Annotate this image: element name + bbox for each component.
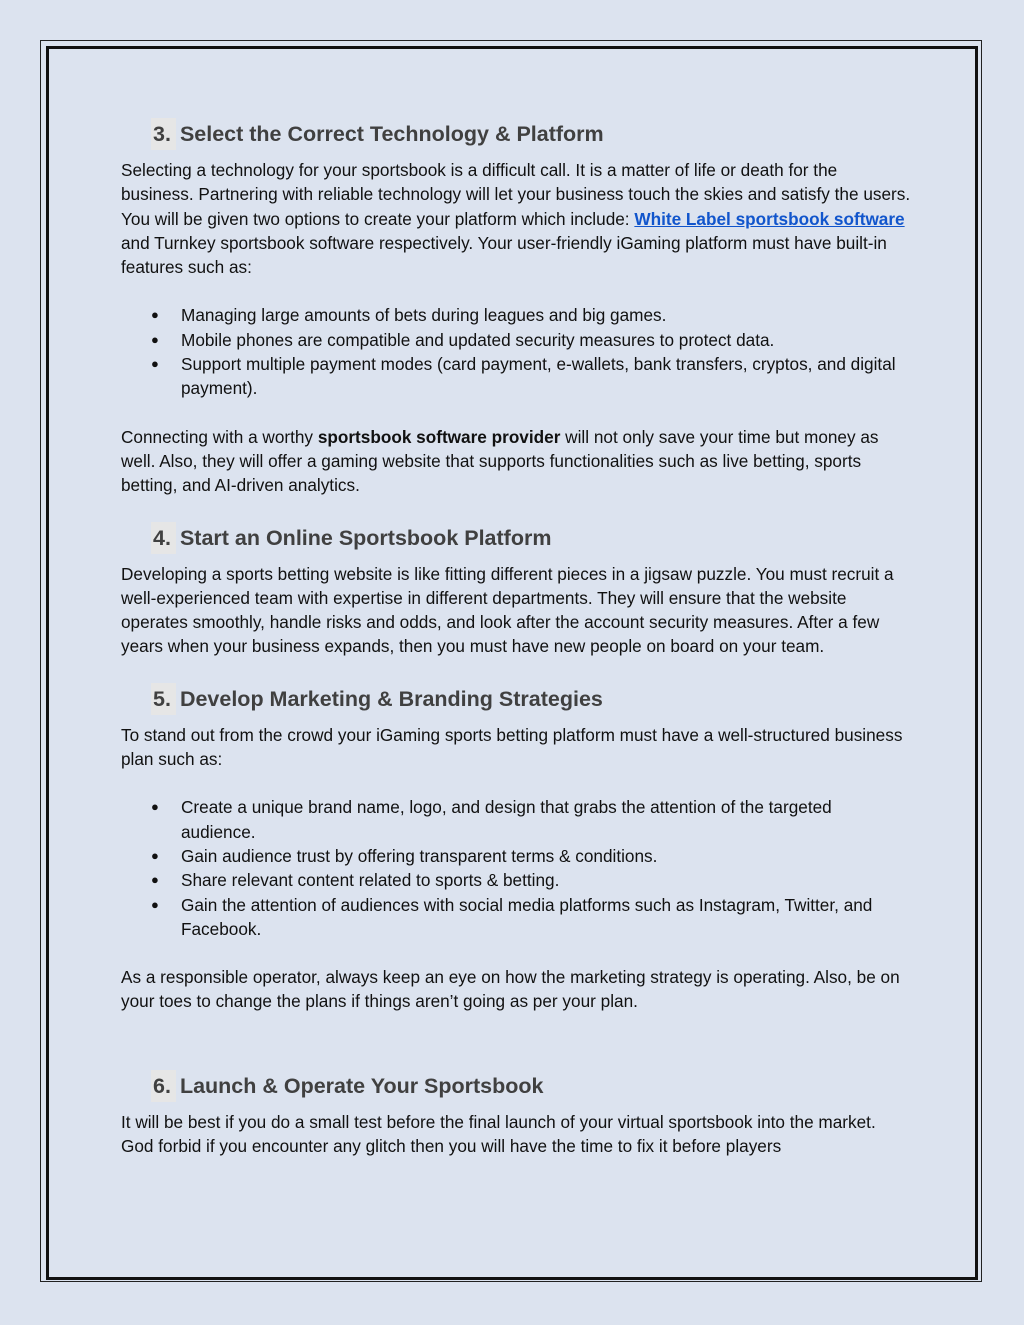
list-item: ● Mobile phones are compatible and updated security measures to protect data. — [121, 328, 911, 352]
section-3-title: Select the Correct Technology & Platform — [179, 122, 604, 146]
section-4-title: Start an Online Sportsbook Platform — [179, 525, 552, 550]
section-5-title: Develop Marketing & Branding Strategies — [179, 686, 603, 711]
section-3-number: 3. — [151, 118, 176, 150]
list-item: ● Gain the attention of audiences with social media platforms such as Instagram, Twitter, and Facebook. — [121, 893, 911, 942]
section-3-p1-text-after: and Turnkey sportsbook software respectively. Your user-friendly iGaming platform must have built-in features such as: — [121, 232, 887, 278]
section-3-heading — [151, 118, 911, 150]
list-item: ● Share relevant content related to sports & betting. — [121, 868, 911, 892]
section-6-title: Launch & Operate Your Sportsbook — [179, 1073, 544, 1098]
section-3-paragraph-1 — [121, 158, 911, 279]
provider-bold-text: sportsbook software provider — [317, 426, 561, 447]
white-label-link[interactable]: White Label sportsbook software — [634, 208, 905, 229]
section-3-paragraph-2 — [121, 425, 911, 498]
section-5-strategy-list — [121, 795, 911, 941]
list-item: ● Support multiple payment modes (card payment, e-wallets, bank transfers, cryptos, and digital payment). — [121, 352, 911, 401]
section-3-p1-text: Selecting a technology for your sportsbook is a difficult call. It is a matter of life or death for the business. Partnering with reliable technology will let your business touch the skies and satisfy the users. You will be given two options to create your platform which include: — [121, 160, 911, 229]
list-item: ● Managing large amounts of bets during leagues and big games. — [121, 303, 911, 327]
section-6-paragraph: It will be best if you do a small test before the final launch of your virtual sportsbook into the market. God forbid if you encounter any glitch then you will have the time to fix it before players — [121, 1111, 876, 1157]
section-6-number: 6. — [151, 1070, 176, 1102]
section-3-feature-list — [121, 303, 911, 400]
list-item: ● Gain audience trust by offering transparent terms & conditions. — [121, 844, 911, 868]
section-5-paragraph-1: To stand out from the crowd your iGaming sports betting platform must have a well-structured business plan such as: — [121, 724, 903, 770]
section-6-heading — [151, 1070, 911, 1102]
section-5-number: 5. — [151, 683, 176, 715]
section-3-p2-text: Connecting with a worthy — [121, 426, 318, 447]
list-item: ● Create a unique brand name, logo, and design that grabs the attention of the targeted audience. — [121, 795, 911, 844]
document-content — [121, 118, 911, 1158]
section-5-paragraph-2: As a responsible operator, always keep an eye on how the marketing strategy is operating. Also, be on your toes to change the plans if things aren’t going as per your plan. — [121, 967, 900, 1012]
section-3-p2-text-after: will not only save your time but money as well. Also, they will offer a gaming website that supports functionalities such as live betting, sports betting, and AI-driven analytics. — [121, 426, 879, 496]
section-4-paragraph: Developing a sports betting website is like fitting different pieces in a jigsaw puzzle. You must recruit a well-experienced team with expertise in different departments. They will ensure that the website operates smoothly, handle risks and odds, and look after the account security measures. After a few years when your business expands, then you must have new people on board on your team. — [121, 563, 894, 657]
section-5-heading — [151, 683, 911, 715]
section-4-heading — [151, 522, 911, 554]
section-4-number: 4. — [151, 522, 176, 554]
